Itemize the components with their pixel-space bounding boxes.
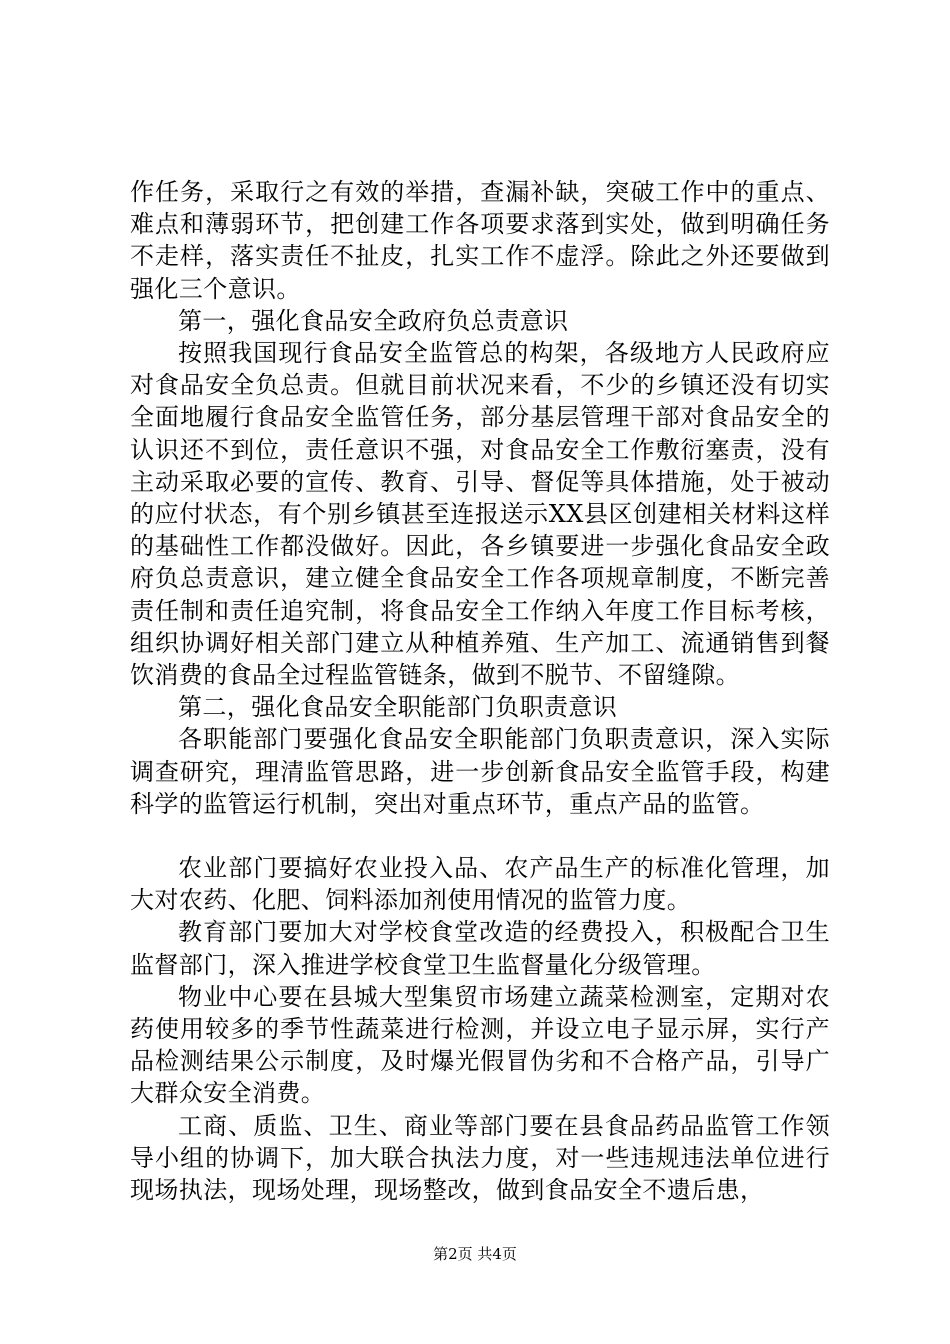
page-footer [0,1244,950,1264]
section-heading-first: 第一，强化食品安全政府负总责意识 [178,306,569,335]
page-number-label: 第2页 共4页 [433,1245,517,1263]
paragraph-joint-enforcement: 工商、质监、卫生、商业等部门要在县食品药品监管工作领导小组的协调下，加大联合执法力度，对一些违规违法单位进行现场执法，现场处理，现场整改，做到食品安全不遗后患， [130,1111,830,1205]
paragraph-agriculture: 农业部门要搞好农业投入品、农产品生产的标准化管理，加大对农药、化肥、饲料添加剂使用情况的监管力度。 [130,854,830,915]
paragraph-continuation: 作任务，采取行之有效的举措，查漏补缺，突破工作中的重点、难点和薄弱环节，把创建工作各项要求落到实处，做到明确任务不走样，落实责任不扯皮，扎实工作不虚浮。除此之外还要做到强化三个意识。 [130,178,830,303]
paragraph-government-responsibility: 按照我国现行食品安全监管总的构架，各级地方人民政府应对食品安全负总责。但就目前状况来看，不少的乡镇还没有切实全面地履行食品安全监管任务，部分基层管理干部对食品安全的认识还不到位，责任意识不强，对食品安全工作敷衍塞责，没有主动采取必要的宣传、教育、引导、督促等具体措施，处于被动的应付状态，有个别乡镇甚至连报送示XX县区创建相关材料这样的基础性工作都没做好。因此，各乡镇要进一步强化食品安全政府负总责意识，建立健全食品安全工作各项规章制度，不断完善责任制和责任追究制，将食品安全工作纳入年度工作目标考核，组织协调好相关部门建立从种植养殖、生产加工、流通销售到餐饮消费的食品全过程监管链条，做到不脱节、不留缝隙。 [130,339,830,690]
section-heading-second: 第二，强化食品安全职能部门负职责意识 [178,693,618,722]
paragraph-property-center: 物业中心要在县城大型集贸市场建立蔬菜检测室，定期对农药使用较多的季节性蔬菜进行检测，并设立电子显示屏，实行产品检测结果公示制度，及时爆光假冒伪劣和不合格产品，引导广大群众安全消费。 [130,982,830,1108]
document-body [130,176,830,1206]
paragraph-department-responsibility: 各职能部门要强化食品安全职能部门负职责意识，深入实际调查研究，理清监管思路，进一步创新食品安全监管手段，构建科学的监管运行机制，突出对重点环节，重点产品的监管。 [130,725,830,818]
paragraph-education: 教育部门要加大对学校食堂改造的经费投入，积极配合卫生监督部门，深入推进学校食堂卫生监督量化分级管理。 [130,918,830,979]
